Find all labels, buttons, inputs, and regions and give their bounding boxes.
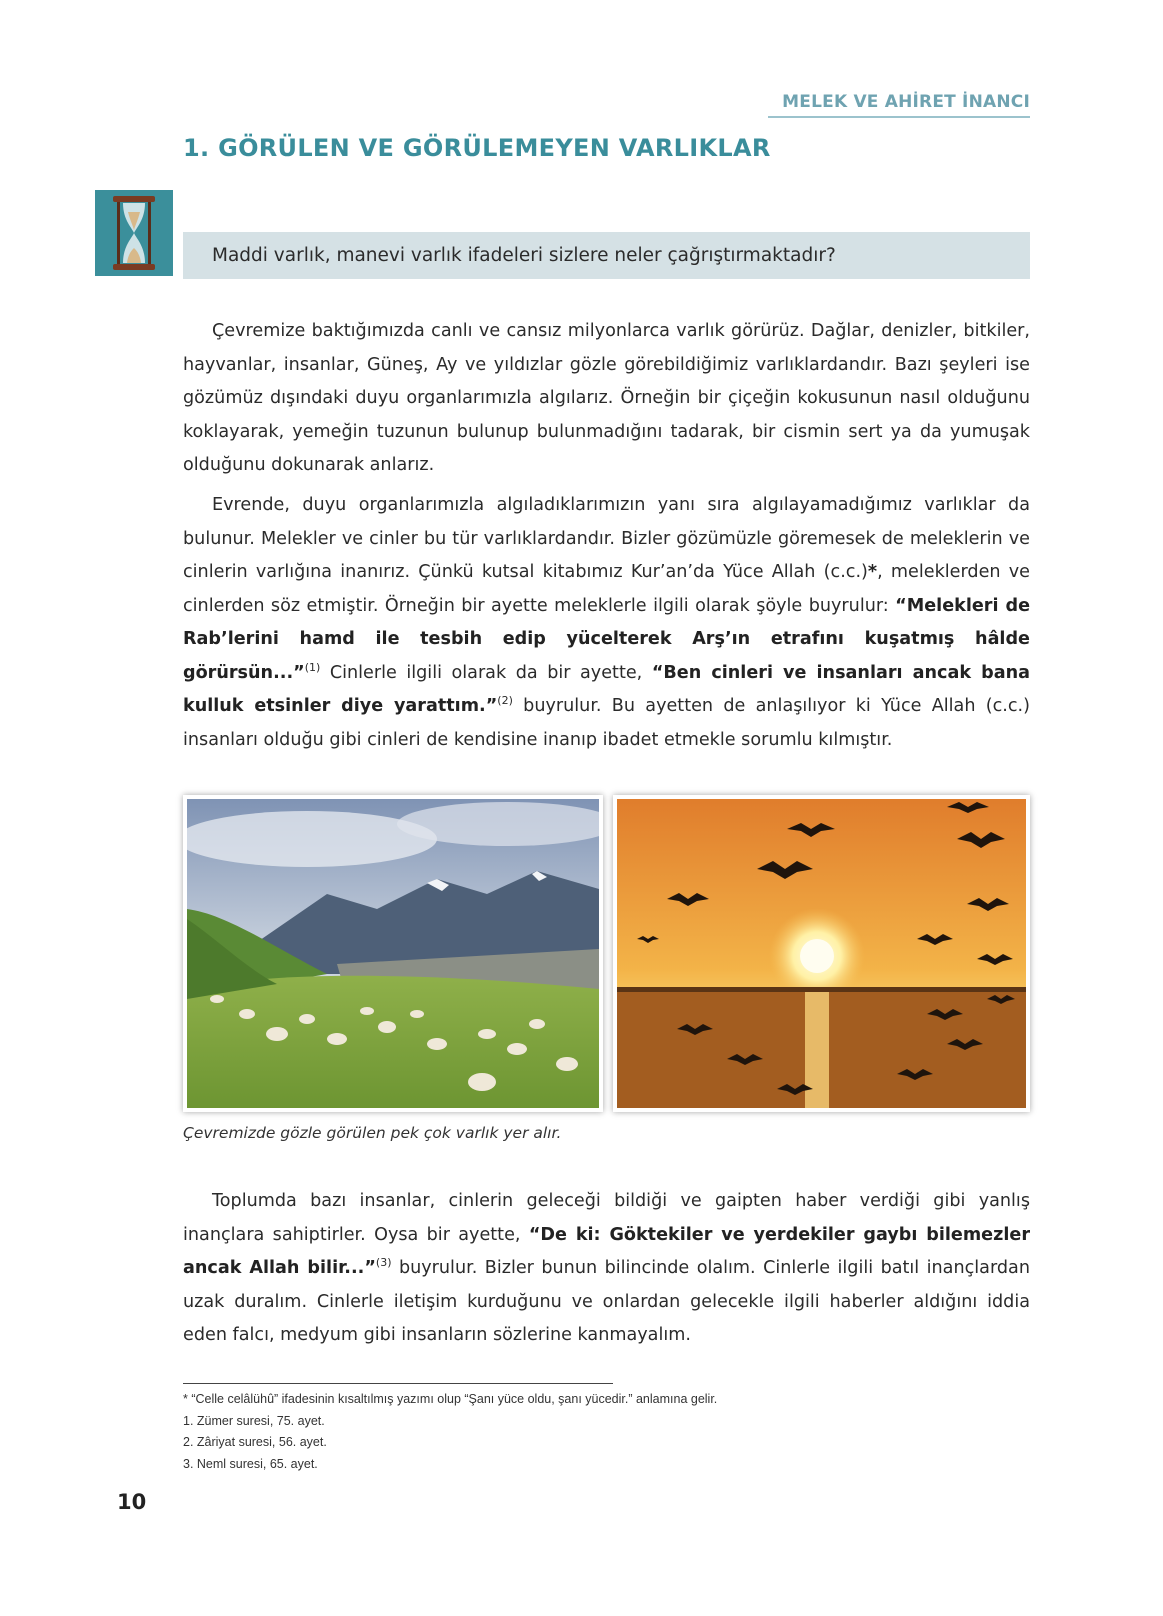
paragraph-2-part-2: , meleklerden ve cinlerden söz etmiştir. Örneğin bir ayette meleklerle ilgili olarak şöyle buyrulur:	[183, 562, 1030, 616]
section-title: 1. GÖRÜLEN VE GÖRÜLEMEYEN VARLIKLAR	[183, 134, 771, 162]
hourglass-icon	[95, 190, 173, 276]
paragraph-3	[183, 1185, 1030, 1353]
verse-quote-2: “Ben cinleri ve insanları ancak bana kulluk etsinler diye yarattım.”	[183, 662, 1030, 716]
hourglass-icon-box	[95, 190, 173, 276]
photo-sunset-seagulls	[613, 795, 1030, 1112]
paragraph-2-part-3: Cinlerle ilgili olarak da bir ayette,	[320, 662, 652, 683]
paragraph-1-text: Çevremize baktığımızda canlı ve cansız milyonlarca varlık görürüz. Dağlar, denizler, bitkiler, hayvanlar, insanlar, Güneş, Ay ve yıldızlar gözle görebildiğimiz varlıklardandır. Bazı şeyleri ise gözümüz dışındaki duyu organlarımızla algılarız. Örneğin bir çiçeğin kokusunun nasıl olduğunu koklayarak, yemeğin tuzunun bulunup bulunmadığını tadarak, bir cismin sert ya da yumuşak olduğunu dokunarak anlarız.	[183, 321, 1030, 475]
paragraph-2-part-4: buyrulur. Bu ayetten de anlaşılıyor ki Yüce Allah (c.c.) insanları olduğu gibi cinleri de kendisine inanıp ibadet etmekle sorumlu kılmıştır.	[183, 696, 1031, 750]
sunset-seagulls-image	[617, 799, 1026, 1108]
mountain-sheep-image	[187, 799, 599, 1108]
footnote-2: 2. Zâriyat suresi, 56. ayet.	[183, 1435, 327, 1449]
footnote-star-mark: *	[867, 562, 878, 582]
running-header-title: MELEK VE AHİRET İNANCI	[782, 92, 1030, 112]
paragraph-3-part-2: buyrulur. Bizler bunun bilincinde olalım. Cinlerle ilgili batıl inançlardan uzak duralım. Cinlerle iletişim kurduğunu ve onlardan gelecekle ilgili haberler aldığını iddia eden falcı, medyum gibi insanların sözlerine kanmayalım.	[183, 1258, 1030, 1345]
footnote-rule	[183, 1383, 613, 1384]
verse-ref-1: (1)	[304, 660, 321, 674]
verse-quote-1: “Melekleri de Rab’lerini hamd ile tesbih edip yücelterek Arş’ın etrafını kuşatmış hâlde görürsün...”	[183, 595, 1030, 683]
photo-caption: Çevremizde gözle görülen pek çok varlık yer alır.	[183, 1124, 562, 1142]
paragraph-1	[183, 315, 1030, 483]
page-number: 10	[117, 1490, 147, 1514]
verse-quote-3: “De ki: Göktekiler ve yerdekiler gaybı bilemezler ancak Allah bilir...”	[183, 1224, 1030, 1278]
paragraph-3-part-1: Toplumda bazı insanlar, cinlerin geleceği bildiği ve gaipten haber verdiği gibi yanlış inançlara sahiptirler. Oysa bir ayette,	[183, 1191, 1030, 1245]
footnotes	[183, 1389, 883, 1475]
footnote-1: 1. Zümer suresi, 75. ayet.	[183, 1413, 325, 1428]
question-text: Maddi varlık, manevi varlık ifadeleri sizlere neler çağrıştırmaktadır?	[212, 245, 836, 266]
verse-ref-3: (3)	[375, 1256, 392, 1270]
photo-mountain-sheep	[183, 795, 603, 1112]
question-box	[183, 232, 1030, 279]
footnote-3: 3. Neml suresi, 65. ayet.	[183, 1456, 318, 1471]
header-rule	[768, 116, 1030, 118]
footnote-star: * “Celle celâlühû” ifadesinin kısaltılmış yazımı olup “Şanı yüce oldu, şanı yücedir.” anlamına gelir.	[183, 1392, 718, 1406]
paragraph-2	[183, 489, 1030, 757]
paragraph-2-part-1: Evrende, duyu organlarımızla algıladıklarımızın yanı sıra algılayamadığımız varlıklar da bulunur. Melekler ve cinler bu tür varlıklardandır. Bizler gözümüzle göremesek de meleklerin ve cinlerin varlığına inanırız. Çünkü kutsal kitabımız Kur’an’da Yüce Allah (c.c.)	[183, 495, 1030, 582]
verse-ref-2: (2)	[497, 694, 513, 708]
